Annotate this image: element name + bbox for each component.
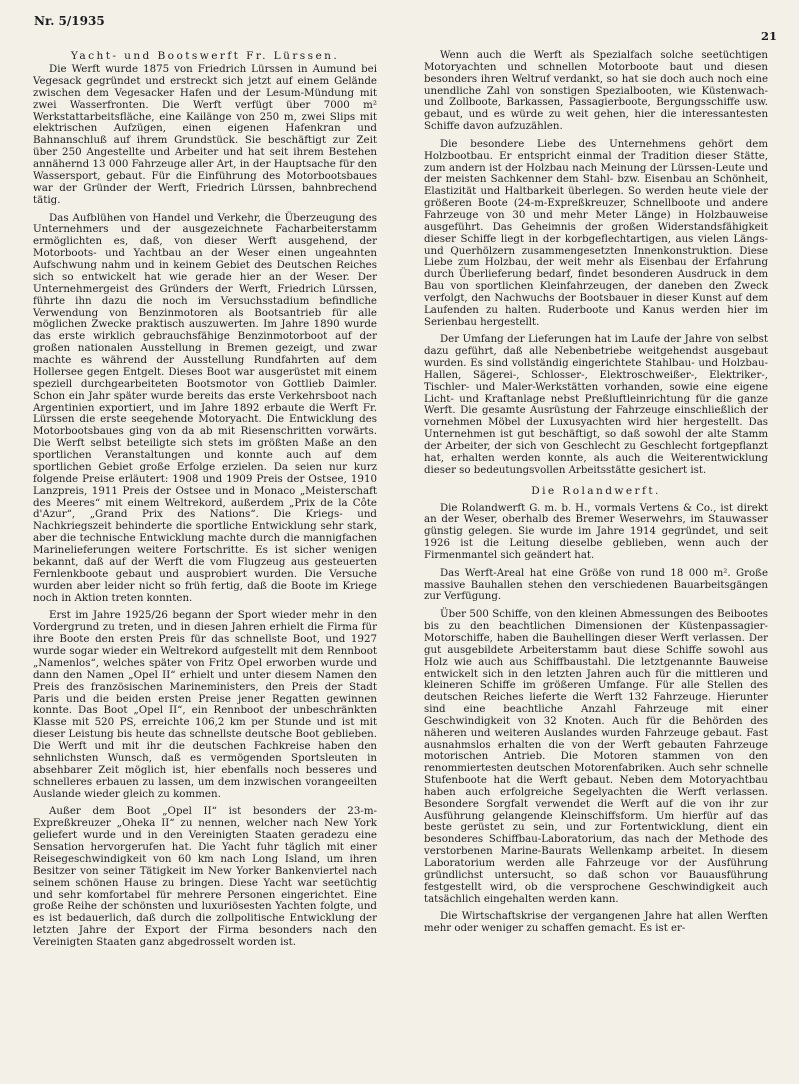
paragraph: Die besondere Liebe des Unternehmens gehört dem Holzbootbau. Er entspricht einmal der Tradition dieser Stätte, zum andern ist der Holzbau nach Meinung der Lürssen-Leute und der meisten Sachkenner dem Stahl- bzw. Eisenbau an Schönheit, Elastizität und Haltbarkeit überlegen. So werden heute viele der größeren Boote (24-m-Expreßkreuzer, Schnellboote und andere Fahrzeuge von 30 und mehr Meter Länge) in Holzbauweise ausgeführt. Das Geheimnis der großen Widerstandsfähigkeit dieser Schiffe liegt in der korbgeflechtartigen, aus vielen Längs- und Querhölzern zusammengesetzten Innenkonstruktion. Diese Liebe zum Holzbau, der weit mehr als Eisenbau der Erfahrung durch Überlieferung bedarf, findet besonderen Ausdruck in dem Bau von sportlichen Kleinfahrzeugen, der daneben den Zweck verfolgt, den Nachwuchs der Bootsbauer in dieser Kunst auf dem Laufenden zu halten. Ruderboote und Kanus werden hier im Serienbau hergestellt. (424, 138, 768, 328)
right-column (424, 50, 768, 941)
paragraph: Über 500 Schiffe, von den kleinen Abmessungen des Beibootes bis zu den beachtlichen Dimensionen der Küstenpassagier-Motorschiffe, haben die Bauhellingen dieser Werft verlassen. Der gut ausgebildete Arbeiterstamm baut diese Schiffe sowohl aus Holz wie auch aus Schiffbaustahl. Die letztgenannte Bauweise entwickelt sich in den letzten Jahren auch für die mittleren und kleineren Schiffe im größeren Umfange. Für alle Stellen des deutschen Reiches lieferte die Werft 132 Fahrzeuge. Hierunter sind eine beachtliche Anzahl Fahrzeuge mit einer Geschwindigkeit von 32 Knoten. Auch für die Behörden des näheren und weiteren Auslandes wurden Fahrzeuge gebaut. Fast ausnahmslos erhalten die von der Werft gebauten Fahrzeuge motorischen Antrieb. Die Motoren stammen von den renommiertesten deutschen Motorenfabriken. Auch sehr schnelle Stufenboote hat die Werft gebaut. Neben dem Motoryachtbau haben auch erfolgreiche Segelyachten die Werft verlassen. Besondere Sorgfalt verwendet die Werft auf die von ihr zur Ausführung gelangende Kleinschiffsform. Um hierfür auf das beste gerüstet zu sein, und zur Fortentwicklung, dient ein besonderes Schiffbau-Laboratorium, das nach der Methode des verstorbenen Marine-Baurats Wellenkamp arbeitet. In diesem Laboratorium werden alle Fahrzeuge vor der Ausführung gründlichst untersucht, so daß schon vor Bauausführung festgestellt wird, ob die versprochene Geschwindigkeit auch tatsächlich eingehalten werden kann. (424, 609, 768, 905)
paragraph: Die Wirtschaftskrise der vergangenen Jahre hat allen Werften mehr oder weniger zu schaffen gemacht. Es ist er- (424, 911, 768, 935)
paragraph: Der Umfang der Lieferungen hat im Laufe der Jahre von selbst dazu geführt, daß alle Nebenbetriebe weitgehendst ausgebaut wurden. Es sind vollständig eingerichtete Stahlbau- und Holzbau-Hallen, Sägerei-, Schlosser-, Elektroschweißer-, Elektriker-, Tischler- und Maler-Werkstätten vorhanden, sowie eine eigene Licht- und Kraftanlage nebst Preßluftleinrichtung für die ganze Werft. Die gesamte Ausrüstung der Fahrzeuge einschließlich der vornehmen Möbel der Luxusyachten wird hier hergestellt. Das Unternehmen ist gut beschäftigt, so daß sowohl der alte Stamm der Arbeiter, der sich von Geschlecht zu Geschlecht fortgepflanzt hat, erhalten werden konnte, als auch die Weiterentwicklung dieser so bedeutungsvollen Arbeitsstätte gesichert ist. (424, 334, 768, 476)
paragraph: Außer dem Boot „Opel II“ ist besonders der 23-m-Expreßkreuzer „Oheka II“ zu nennen, welcher nach New York geliefert wurde und in den Vereinigten Staaten geradezu eine Sensation hervorgerufen hat. Die Yacht fuhr täglich mit einer Reisegeschwindigkeit von 60 km nach Long Island, um ihren Besitzer von seiner Tätigkeit im New Yorker Bankenviertel nach seinem schönen Hause zu bringen. Diese Yacht war seetüchtig und sehr komfortabel für mehrere Personen eingerichtet. Eine große Reihe der schönsten und luxuriösesten Yachten folgte, und es ist bedauerlich, daß durch die zollpolitische Entwicklung der letzten Jahre der Export der Firma besonders nach den Vereinigten Staaten ganz abgedrosselt worden ist. (33, 805, 377, 948)
paragraph: Die Werft wurde 1875 von Friedrich Lürssen in Aumund bei Vegesack gegründet und erstreckt sich jetzt auf einem Gelände zwischen dem Vegesacker Hafen und der Lesum-Mündung mit zwei Wasserfronten. Die Werft verfügt über 7000 m² Werkstattarbeitsfläche, eine Kailänge von 250 m, zwei Slips mit elektrischen Aufzügen, einen eigenen Hafenkran und Bahnanschluß auf ihrem Grundstück. Sie beschäftigt zur Zeit über 250 Angestellte und Arbeiter und hat seit ihrem Bestehen annähernd 13 000 Fahrzeuge aller Art, in der Hauptsache für den Wassersport, gebaut. Für die Einführung des Motorbootsbaues war der Gründer der Werft, Friedrich Lürssen, bahnbrechend tätig. (33, 63, 377, 206)
paragraph: Das Werft-Areal hat eine Größe von rund 18 000 m². Große massive Bauhallen stehen den verschiedenen Bauarbeitsgängen zur Verfügung. (424, 567, 768, 603)
paragraph: Das Aufblühen von Handel und Verkehr, die Überzeugung des Unternehmers und der ausgezeichnete Facharbeiterstamm ermöglichten es, daß, von dieser Werft ausgehend, der Motorboots- und Yachtbau an der Weser einen ungeahnten Aufschwung nahm und in keinem Gebiet des Deutschen Reiches sich so entwickelt hat wie gerade hier an der Weser. Der Unternehmergeist des Gründers der Werft, Friedrich Lürssen, führte ihn dazu die noch im Versuchsstadium befindliche Verwendung von Benzinmotoren als Bootsantrieb für alle möglichen Zwecke praktisch auszuwerten. Im Jahre 1890 wurde das erste wirklich gebrauchsfähige Benzinmotorboot auf der großen nationalen Ausstellung in Bremen gezeigt, und zwar machte es während der Ausstellung Rundfahrten auf dem Hollersee gegen Entgelt. Dieses Boot war ausgerüstet mit einem speziell durchgearbeiteten Bootsmotor von Gottlieb Daimler. Schon ein Jahr später wurde bereits das erste Verkehrsboot nach Argentinien exportiert, und im Jahre 1892 erbaute die Werft Fr. Lürssen die erste seegehende Motoryacht. Die Entwicklung des Motorbootsbaues ging von da ab mit Riesenschritten vorwärts. Die Werft selbst beteiligte sich stets im größten Maße an den sportlichen Veranstaltungen und konnte auch auf dem sportlichen Gebiet große Erfolge erzielen. Da seien nur kurz folgende Preise erläutert: 1908 und 1909 Preis der Ostsee, 1910 Lanzpreis, 1911 Preis der Ostsee und in Monaco „Meisterschaft des Meeres“ mit einem Weltrekord, außerdem „Prix de la Côte d'Azur“, „Grand Prix des Nations“. Die Kriegs- und Nachkriegszeit behinderte die sportliche Entwicklung sehr stark, aber die technische Entwicklung machte durch die mannigfachen Marinelieferungen weitere Fortschritte. Es ist sicher wenigen bekannt, daß auf der Werft die vom Flugzeug aus gesteuerten Fernlenkboote gebaut und ausprobiert wurden. Die Versuche wurden aber leider nicht so früh fertig, daß die Boote im Kriege noch in Aktion treten konnten. (33, 211, 377, 604)
issue-number: Nr. 5/1935 (34, 14, 105, 28)
paragraph: Die Rolandwerft G. m. b. H., vormals Vertens & Co., ist direkt an der Weser, oberhalb des Bremer Weserwehrs, im Stauwasser günstig gelegen. Sie wurde im Jahre 1914 gegründet, und seit 1926 ist die Leitung dieselbe geblieben, wenn auch der Firmenmantel sich geändert hat. (424, 502, 768, 561)
page-number: 21 (760, 29, 777, 43)
paragraph: Wenn auch die Werft als Spezialfach solche seetüchtigen Motoryachten und schnellen Motorboote baut und diesen besonders ihren Weltruf verdankt, so hat sie doch auch noch eine unendliche Zahl von sonstigen Spezialbooten, wie Küstenwach- und Zollboote, Barkassen, Passagierboote, Bergungsschiffe usw. gebaut, und es würde zu weit gehen, hier die interessantesten Schiffe davon aufzuzählen. (424, 50, 768, 133)
section-heading-rolandwerft: Die Rolandwerft. (531, 484, 661, 497)
section-heading-luerssen: Yacht- und Bootswerft Fr. Lürssen. (70, 50, 340, 62)
left-column (33, 50, 377, 955)
paragraph: Erst im Jahre 1925/26 begann der Sport wieder mehr in den Vordergrund zu treten, und in diesen Jahren erhielt die Firma für ihre Boote den ersten Preis für das schnellste Boot, und 1927 wurde sogar wieder ein Weltrekord aufgestellt mit dem Rennboot „Namenlos“, welches später von Fritz Opel erworben wurde und dann den Namen „Opel II“ erhielt und unter diesem Namen den Preis des französischen Marineministers, den Preis der Stadt Paris und die beiden ersten Preise jener Regatten gewinnen konnte. Das Boot „Opel II“, ein Rennboot der unbeschränkten Klasse mit 520 PS, erreichte 106,2 km per Stunde und ist mit dieser Leistung bis heute das schnellste deutsche Boot geblieben. Die Werft und mit ihr die deutschen Fachkreise haben den sehnlichsten Wunsch, daß es vermögenden Sportsleuten in absehbarer Zeit möglich ist, hier ebenfalls noch besseres und schnelleres erbauen zu lassen, um dem inzwischen vorangeeilten Auslande wieder gleich zu kommen. (33, 609, 377, 800)
